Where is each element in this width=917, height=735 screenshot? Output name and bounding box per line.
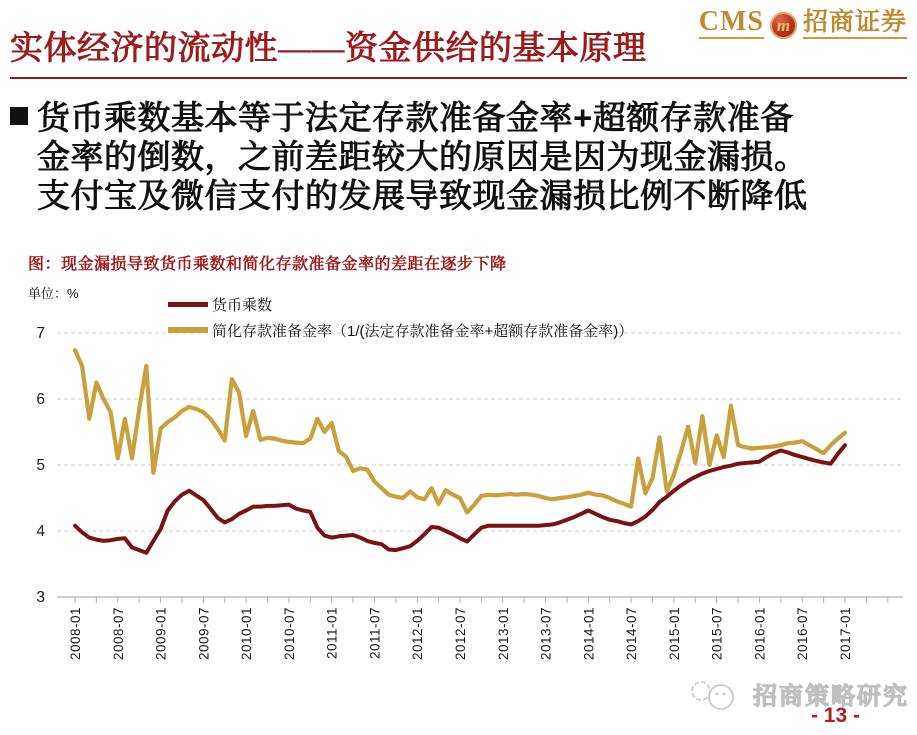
legend-label-multiplier: 货币乘数 xyxy=(212,296,273,314)
x-tick-label: 2014-01 xyxy=(581,607,597,661)
x-tick-label: 2016-01 xyxy=(752,607,768,661)
x-tick-label: 2015-07 xyxy=(709,607,725,661)
y-tick-label: 4 xyxy=(36,523,45,540)
x-tick-label: 2012-07 xyxy=(453,607,468,661)
multiplier-line-swatch xyxy=(168,302,208,307)
x-tick-label: 2008-01 xyxy=(68,607,83,661)
legend-label-reserve-ratio: 简化存款准备金率（1/(法定存款准备金率+超额存款准备金率)） xyxy=(212,322,634,340)
page-number: - 13 - xyxy=(810,704,860,727)
unit-label: 单位：% xyxy=(28,286,79,301)
x-tick-label: 2009-01 xyxy=(153,607,169,661)
x-tick-label: 2009-07 xyxy=(196,607,212,661)
x-tick-label: 2017-01 xyxy=(838,607,853,661)
y-tick-label: 3 xyxy=(36,589,45,606)
y-tick-label: 7 xyxy=(36,325,45,342)
reserve-ratio-line-swatch xyxy=(168,327,208,333)
company-name: 招商证券 xyxy=(803,9,907,39)
figure-caption: 图：现金漏损导致货币乘数和简化存款准备金率的差距在逐步下降 xyxy=(28,256,507,273)
reserve-ratio-line xyxy=(75,350,845,512)
watermark xyxy=(687,676,909,711)
x-tick-label: 2013-01 xyxy=(495,607,511,661)
x-tick-label: 2010-07 xyxy=(281,607,297,661)
y-tick-label: 6 xyxy=(36,391,45,408)
x-tick-label: 2013-07 xyxy=(538,607,554,661)
cms-logo-emblem-icon: m xyxy=(770,12,797,39)
x-tick-label: 2014-07 xyxy=(624,607,640,661)
page-title: 实体经济的流动性——资金供给的基本原理 xyxy=(10,31,647,67)
chart-legend xyxy=(168,291,633,343)
cms-logo-text: CMS xyxy=(698,6,764,37)
bullet-text: 货币乘数基本等于法定存款准备金率+超额存款准备 金率的倒数，之前差距较大的原因是因为现金漏损。 支付宝及微信支付的发展导致现金漏损比例不断降低 xyxy=(37,99,808,214)
x-tick-label: 2015-01 xyxy=(666,607,682,661)
legend-item-multiplier xyxy=(168,291,633,317)
x-tick-label: 2011-07 xyxy=(367,607,383,660)
watermark-text: 招商策略研究 xyxy=(753,683,909,710)
x-tick-label: 2012-01 xyxy=(410,607,426,661)
company-logo xyxy=(699,8,907,39)
x-tick-label: 2010-01 xyxy=(239,607,255,661)
y-tick-label: 5 xyxy=(36,457,45,474)
x-tick-label: 2008-07 xyxy=(110,607,126,661)
x-tick-label: 2016-07 xyxy=(795,607,811,661)
wechat-watermark-icon xyxy=(687,677,749,711)
legend-item-reserve-ratio xyxy=(168,317,633,343)
x-tick-label: 2011-01 xyxy=(324,607,340,660)
